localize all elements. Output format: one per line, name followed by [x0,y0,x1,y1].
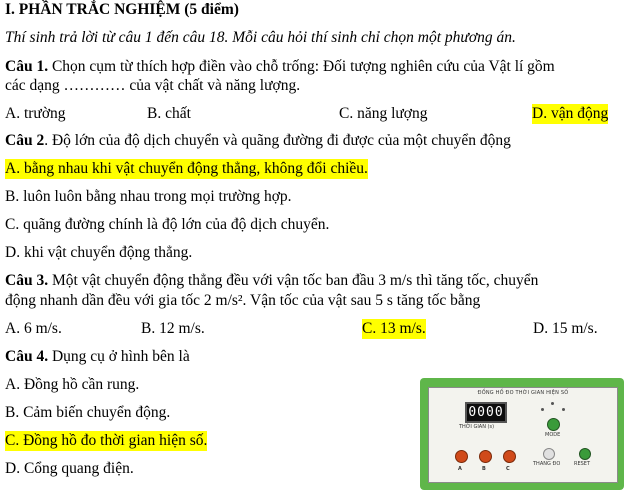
reset-button-icon [579,448,591,460]
question-1-line-2: các dạng ………… của vật chất và năng lượng. [5,77,301,94]
question-1-text: Chọn cụm từ thích hợp điền vào chỗ trống: Đối tượng nghiên cứu của Vật lí gồm [48,58,555,75]
device-display: 0000 [465,402,507,423]
port-a-label: A [458,466,462,472]
question-4-option-c[interactable]: C. Đồng hồ đo thời gian hiện số. [5,432,208,449]
question-4-option-d[interactable]: D. Cổng quang điện. [5,460,134,477]
port-c-icon [503,450,516,463]
range-switch-icon [543,448,555,460]
section-title: I. PHẦN TRẮC NGHIỆM (5 điểm) [5,1,239,18]
mode-dot-icon [541,408,544,411]
question-4-line-1 [5,347,190,367]
question-3-line-2: động nhanh dần đều với gia tốc 2 m/s². Vận tốc của vật sau 5 s tăng tốc bằng [5,292,481,309]
mode-dot-icon [551,402,554,405]
port-b-icon [479,450,492,463]
digital-timer-device-image [420,378,624,490]
question-2-text: . Độ lớn của độ dịch chuyển và quãng đường đi được của một chuyển động [44,132,511,149]
question-2-option-d[interactable]: D. khi vật chuyển động thẳng. [5,244,193,261]
device-panel [428,387,618,483]
question-2-option-a[interactable]: A. bằng nhau khi vật chuyển động thẳng, không đổi chiều. [5,160,368,177]
question-3-option-a[interactable]: A. 6 m/s. [5,320,62,337]
device-time-label: THỜI GIAN (s) [459,424,495,430]
mode-dot-icon [562,408,565,411]
question-3-line-1 [5,271,538,291]
question-2-label: Câu 2 [5,132,45,149]
port-a-icon [455,450,468,463]
device-title: ĐỒNG HỒ ĐO THỜI GIAN HIỆN SỐ [477,390,569,396]
question-3-label: Câu 3. [5,272,49,289]
question-1-option-a[interactable]: A. trường [5,105,66,122]
device-reset-label: RESET [574,461,591,467]
question-3-option-c[interactable]: C. 13 m/s. [362,320,426,337]
question-2-line-1 [5,131,511,151]
device-range-label: THANG ĐO [533,461,561,467]
question-3-text: Một vật chuyển động thẳng đều với vận tốc ban đầu 3 m/s thì tăng tốc, chuyển [48,272,539,289]
instructions: Thí sinh trả lời từ câu 1 đến câu 18. Mỗi câu hỏi thí sinh chỉ chọn một phương án. [5,29,516,46]
mode-knob-icon [547,418,560,431]
question-4-option-b[interactable]: B. Cảm biến chuyển động. [5,404,171,421]
question-3-option-d[interactable]: D. 15 m/s. [533,320,598,337]
question-3-option-b[interactable]: B. 12 m/s. [141,320,205,337]
question-4-option-a[interactable]: A. Đồng hồ cần rung. [5,376,140,393]
question-1-line-1 [5,57,555,77]
question-4-text: Dụng cụ ở hình bên là [48,348,190,365]
question-1-label: Câu 1. [5,58,49,75]
question-1-option-c[interactable]: C. năng lượng [339,105,428,122]
device-mode-label: MODE [545,432,561,438]
question-1-option-b[interactable]: B. chất [147,105,191,122]
question-2-option-b[interactable]: B. luôn luôn bằng nhau trong mọi trường hợp. [5,188,292,205]
question-2-option-c[interactable]: C. quãng đường chính là độ lớn của độ dịch chuyển. [5,216,330,233]
port-c-label: C [506,466,510,472]
port-b-label: B [482,466,486,472]
question-1-option-d[interactable]: D. vận động [532,105,609,122]
question-4-label: Câu 4. [5,348,49,365]
